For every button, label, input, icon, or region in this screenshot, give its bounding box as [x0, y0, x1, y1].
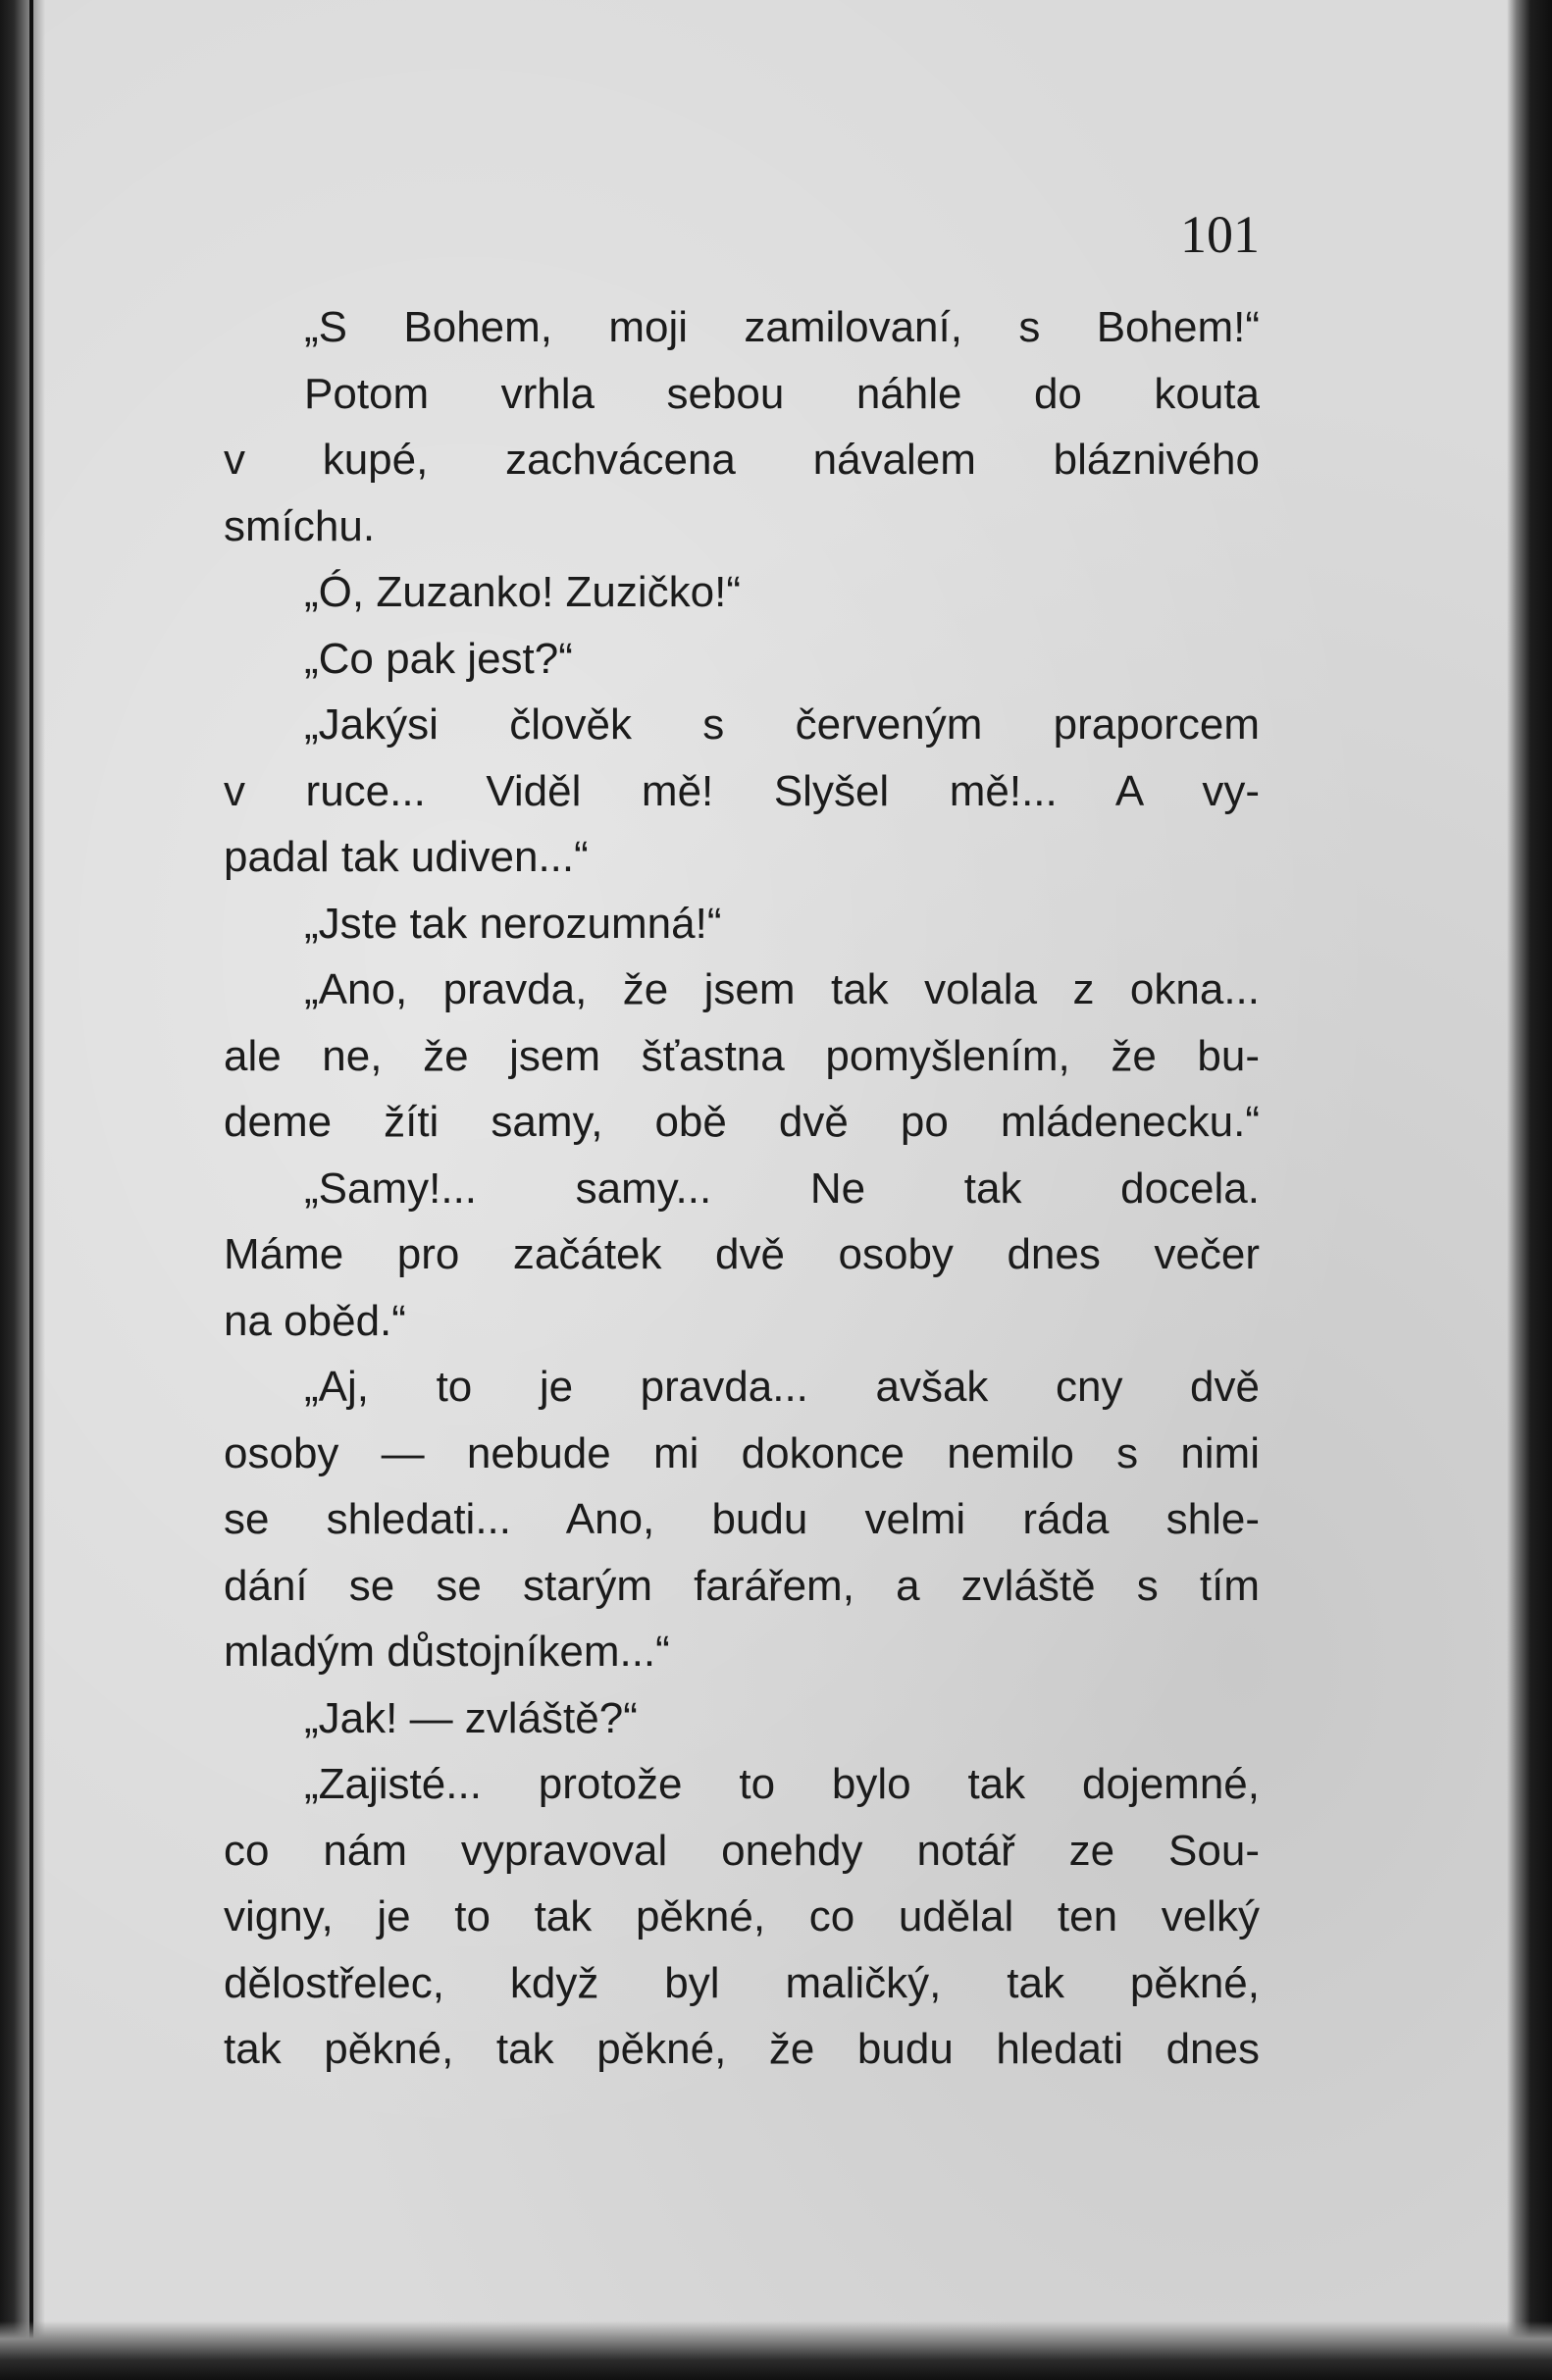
body-text: [224, 294, 1260, 2083]
text-line: „Ó, Zuzanko! Zuzičko!“: [304, 568, 742, 616]
text-line: Máme pro začátek dvě osoby dnes večer: [224, 1230, 1260, 1278]
text-line: „Samy!... samy... Ne tak docela.: [304, 1164, 1260, 1213]
text-line: co nám vypravoval onehdy notář ze Sou-: [224, 1826, 1260, 1875]
text-line: dání se se starým farářem, a zvláště s tím: [224, 1561, 1260, 1610]
text-line: „Jste tak nerozumná!“: [304, 899, 722, 948]
page-number: 101: [1180, 205, 1260, 264]
text-line: smíchu.: [224, 501, 376, 550]
text-line: „S Bohem, moji zamilovaní, s Bohem!“: [304, 303, 1260, 351]
text-line: ale ne, že jsem šťastna pomyšlením, že bu-: [224, 1031, 1260, 1080]
text-line: padal tak udiven...“: [224, 833, 589, 881]
text-line: vigny, je to tak pěkné, co udělal ten velký: [224, 1892, 1260, 1940]
text-line: „Co pak jest?“: [304, 634, 573, 683]
text-line: „Jak! — zvláště?“: [304, 1693, 638, 1742]
text-line: deme žíti samy, obě dvě po mládenecku.“: [224, 1098, 1260, 1146]
page-spine-edge: [29, 0, 33, 2380]
text-line: dělostřelec, když byl maličký, tak pěkné,: [224, 1958, 1260, 2007]
text-line: „Aj, to je pravda... avšak cny dvě: [304, 1363, 1260, 1411]
text-line: „Ano, pravda, že jsem tak volala z okna...: [304, 965, 1260, 1013]
text-line: „Zajisté... protože to bylo tak dojemné,: [304, 1760, 1260, 1808]
text-line: mladým důstojníkem...“: [224, 1628, 670, 1676]
page-spine-shadow: [0, 0, 45, 2380]
text-line: na oběd.“: [224, 1296, 406, 1345]
page-bottom-edge-shadow: [0, 2321, 1552, 2380]
text-line: „Jakýsi člověk s červeným praporcem: [304, 700, 1260, 749]
text-line: v kupé, zachvácena návalem bláznivého: [224, 436, 1260, 484]
text-line: osoby — nebude mi dokonce nemilo s nimi: [224, 1428, 1260, 1477]
page-right-edge-shadow: [1507, 0, 1552, 2380]
text-line: se shledati... Ano, budu velmi ráda shle-: [224, 1495, 1260, 1543]
text-line: Potom vrhla sebou náhle do kouta: [304, 369, 1260, 418]
text-line: tak pěkné, tak pěkné, že budu hledati dnes: [224, 2025, 1260, 2073]
text-line: v ruce... Viděl mě! Slyšel mě!... A vy-: [224, 766, 1260, 815]
